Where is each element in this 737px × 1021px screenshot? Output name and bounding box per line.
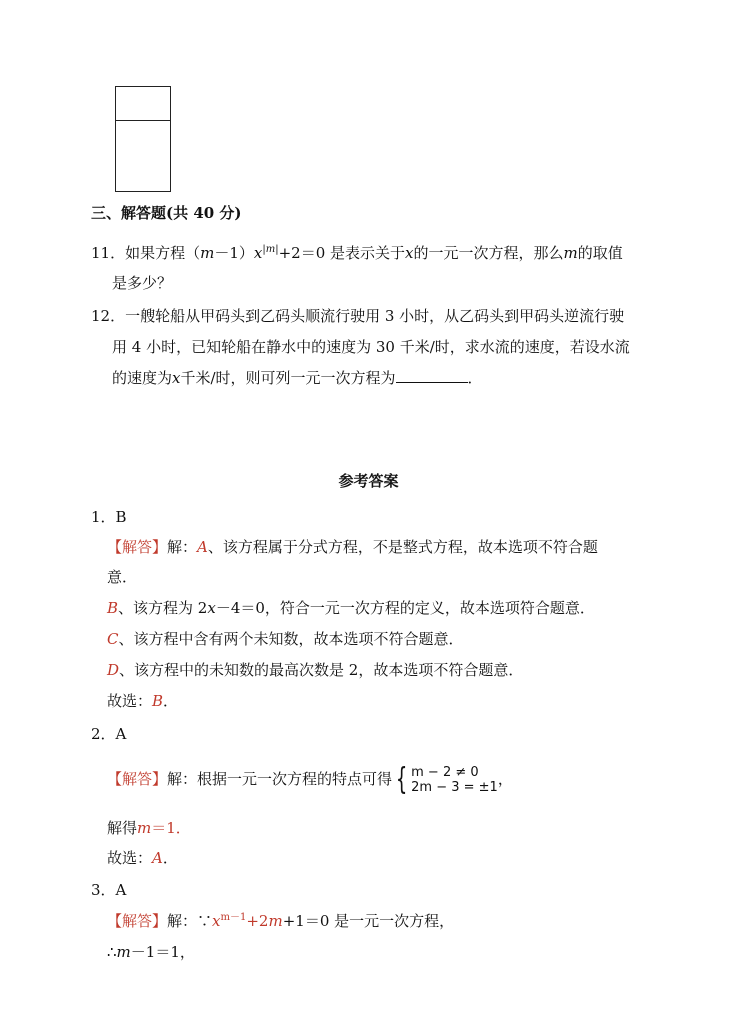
answer-1-line5: D、该方程中的未知数的最高次数是 2，故本选项不符合题意． xyxy=(107,661,524,679)
answer-3-head: 3．A xyxy=(91,881,127,899)
answer-1-line6: 故选：B． xyxy=(107,692,179,710)
section-heading: 三、解答题(共 40 分) xyxy=(91,204,242,222)
answer-3-line1: 【解答】解：$\because x^{m-1}+2m+1=0$ 是一元一次方程， xyxy=(107,912,455,930)
answer-1-line2: 意． xyxy=(107,568,138,586)
answer-2-line3: 故选：A． xyxy=(107,849,178,867)
answer-2-line2: 解得m＝1． xyxy=(107,819,191,837)
answer-1-line4: C、该方程中含有两个未知数，故本选项不符合题意． xyxy=(107,630,464,648)
figure-rectangle xyxy=(115,86,171,192)
question-12-line3: 的速度为x千米/时，则可列一元一次方程为 ． xyxy=(112,369,483,387)
equation-system: { m − 2 ≠ 0 2m − 3 = ±1 xyxy=(395,762,498,797)
question-12-line1: 12．一艘轮船从甲码头到乙码头顺流行驶用 3 小时，从乙码头到甲码头逆流行驶 xyxy=(91,307,625,325)
answer-1-line1: 【解答】解：A、该方程属于分式方程，不是整式方程，故本选项不符合题 xyxy=(107,538,598,556)
answers-title: 参考答案 xyxy=(338,472,399,490)
answer-2-head: 2．A xyxy=(91,725,127,743)
question-11-line1: 11．如果方程$(m-1)x^{|m|}+2=0$ 是表示关于x的一元一次方程，那么m的取值 xyxy=(91,244,623,262)
solution-tag: 【解答】 xyxy=(107,770,168,788)
question-12-line2: 用 4 小时，已知轮船在静水中的速度为 30 千米/时，求水流的速度，若设水流 xyxy=(112,338,630,356)
question-11-line2: 是多少？ xyxy=(112,274,173,292)
solution-tag: 【解答】 xyxy=(107,912,168,930)
question-number: 12． xyxy=(91,307,126,325)
answer-1-line3: B、该方程为 2x－4＝0，符合一元一次方程的定义，故本选项符合题意． xyxy=(107,599,595,617)
figure-divider xyxy=(116,120,170,121)
brace-icon: { xyxy=(395,762,408,797)
question-number: 11． xyxy=(91,244,126,262)
solution-tag: 【解答】 xyxy=(107,538,168,556)
answer-blank xyxy=(396,368,468,383)
answer-3-line2: ∴m－1＝1， xyxy=(107,943,195,961)
answer-2-line1: 【解答】解：根据一元一次方程的特点可得 { m − 2 ≠ 0 2m − 3 = ±1 ， xyxy=(107,762,513,797)
answer-1-head: 1．B xyxy=(91,508,127,526)
